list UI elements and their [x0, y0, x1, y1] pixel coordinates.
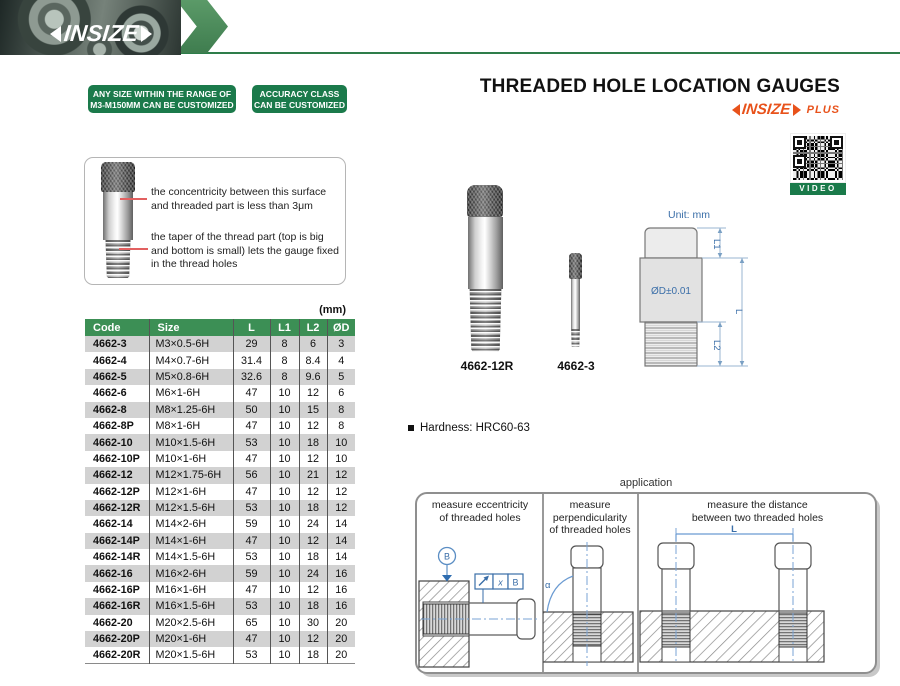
cell-code: 4662-14P [93, 534, 140, 547]
cell-l: 53 [233, 500, 270, 516]
cell-l: 53 [233, 549, 270, 565]
drawing-l2-label: L2 [711, 340, 722, 351]
table-row [85, 451, 355, 467]
cell-size: M12×1.5-6H [149, 500, 233, 516]
diagram-eccentricity [417, 524, 541, 670]
caption-line: measure [569, 499, 611, 511]
cell-d: 4 [327, 352, 355, 368]
product-3-cap [569, 253, 582, 279]
cell-l: 56 [233, 467, 270, 483]
cell-l: 47 [233, 631, 270, 647]
cell-size: M20×2.5-6H [149, 615, 233, 631]
cell-size: M14×2-6H [149, 516, 233, 532]
cell-l: 59 [233, 565, 270, 581]
product-12r-threads [469, 289, 502, 352]
product-12r-body [468, 217, 503, 289]
tolerance-value-label: x [498, 577, 503, 588]
caption-line: perpendicularity [552, 511, 628, 524]
cell-size: M3×0.5-6H [149, 336, 233, 352]
cell-size: M16×1-6H [149, 582, 233, 598]
badge-line: ANY SIZE WITHIN THE RANGE OF [92, 89, 232, 99]
cell-d: 16 [327, 582, 355, 598]
cell-l1: 10 [270, 615, 299, 631]
table-row [85, 598, 355, 614]
col-header-d: ØD [327, 319, 355, 336]
cell-l2: 24 [299, 565, 327, 581]
cell-d: 14 [327, 549, 355, 565]
cell-d: 5 [327, 369, 355, 385]
drawing-cap [645, 228, 697, 258]
cell-d: 8 [327, 418, 355, 434]
cell-l: 47 [233, 533, 270, 549]
insize-logo [50, 20, 152, 47]
cell-l2: 12 [299, 484, 327, 500]
plus-logo-text: INSIZE [741, 101, 792, 118]
cell-d: 8 [327, 402, 355, 418]
cell-code: 4662-14 [93, 518, 133, 531]
cell-l2: 12 [299, 533, 327, 549]
distance-label: L [731, 524, 737, 535]
caption-line: of threaded holes [549, 524, 631, 536]
drawing-diameter-label: ØD±0.01 [651, 286, 691, 297]
badge-line: CAN BE CUSTOMIZED [254, 99, 345, 110]
cell-l1: 10 [270, 434, 299, 450]
col-header-l2: L2 [299, 319, 327, 336]
drawing-l-label: L [733, 309, 744, 315]
table-header-row [85, 319, 355, 336]
angle-arc [547, 576, 573, 612]
cell-l1: 10 [270, 598, 299, 614]
badge-line: ACCURACY CLASS [259, 89, 340, 99]
cell-code: 4662-12R [93, 502, 141, 515]
cell-size: M10×1-6H [149, 451, 233, 467]
cell-size: M16×1.5-6H [149, 598, 233, 614]
distance-dimension [676, 534, 793, 541]
diagram-perpendicularity [543, 524, 636, 670]
annotation-note-taper [151, 231, 339, 272]
logo-arrow-left-icon [50, 26, 61, 42]
cell-size: M6×1-6H [149, 385, 233, 401]
cell-d: 12 [327, 484, 355, 500]
cell-l: 53 [233, 434, 270, 450]
product-label-3: 4662-3 [557, 359, 595, 373]
cell-code: 4662-10P [93, 452, 140, 465]
cell-l2: 18 [299, 647, 327, 663]
cell-l2: 12 [299, 451, 327, 467]
product-12r-cap [467, 185, 503, 217]
cell-code: 4662-3 [93, 338, 127, 351]
datum-label: B [443, 551, 451, 562]
cell-l: 47 [233, 385, 270, 401]
product-3-threads [571, 329, 580, 347]
table-row [85, 582, 355, 598]
cell-l1: 8 [270, 352, 299, 368]
plus-logo-arrow-left-icon [732, 104, 740, 116]
col-header-l: L [233, 319, 270, 336]
diagram-distance [638, 524, 876, 670]
table-row [85, 352, 355, 368]
technical-drawing [628, 222, 753, 372]
cell-l1: 10 [270, 533, 299, 549]
cell-d: 10 [327, 434, 355, 450]
cell-d: 3 [327, 336, 355, 352]
qr-pattern [790, 133, 846, 183]
product-3-body [571, 279, 580, 329]
table-row [85, 336, 355, 352]
cell-l2: 18 [299, 500, 327, 516]
caption-line: measure the distance [707, 499, 808, 511]
annotation-note-concentricity [151, 186, 326, 213]
note-line: the concentricity between this surface [151, 186, 327, 198]
spec-table [85, 319, 355, 664]
cell-l2: 12 [299, 582, 327, 598]
cell-l1: 10 [270, 451, 299, 467]
cell-code: 4662-10 [93, 436, 133, 449]
table-unit-note: (mm) [319, 304, 346, 316]
table-row [85, 565, 355, 581]
cell-l2: 12 [299, 385, 327, 401]
cell-d: 6 [327, 385, 355, 401]
qr-finder-icon [793, 155, 806, 168]
drawing-unit-note: Unit: mm [668, 209, 710, 221]
cell-l1: 10 [270, 549, 299, 565]
cell-code: 4662-20R [93, 649, 141, 662]
cell-size: M12×1-6H [149, 484, 233, 500]
col-header-code: Code [85, 319, 149, 336]
cell-l1: 10 [270, 402, 299, 418]
caption-line: of threaded holes [439, 511, 521, 524]
cell-d: 20 [327, 615, 355, 631]
table-row [85, 615, 355, 631]
plus-logo-suffix: PLUS [806, 103, 840, 116]
cell-l1: 10 [270, 647, 299, 663]
qr-finder-icon [830, 136, 843, 149]
table-row [85, 418, 355, 434]
cell-size: M10×1.5-6H [149, 434, 233, 450]
cell-l1: 10 [270, 385, 299, 401]
cell-l2: 15 [299, 402, 327, 418]
cell-code: 4662-20 [93, 616, 133, 629]
cell-code: 4662-8P [93, 420, 134, 433]
cell-size: M14×1.5-6H [149, 549, 233, 565]
cell-code: 4662-5 [93, 370, 127, 383]
insize-plus-logo [450, 101, 840, 118]
cell-code: 4662-12 [93, 469, 133, 482]
table-row [85, 516, 355, 532]
cell-size: M20×1-6H [149, 631, 233, 647]
cell-l2: 21 [299, 467, 327, 483]
cell-d: 12 [327, 500, 355, 516]
cell-l: 53 [233, 598, 270, 614]
cell-l: 65 [233, 615, 270, 631]
cell-l: 31.4 [233, 352, 270, 368]
cell-l2: 18 [299, 434, 327, 450]
cell-d: 12 [327, 467, 355, 483]
col-header-l1: L1 [270, 319, 299, 336]
product-label-12r: 4662-12R [460, 359, 514, 373]
qr-video-label: VIDEO [790, 183, 846, 195]
tolerance-frame [475, 574, 523, 603]
annotation-gauge-cap [101, 162, 135, 192]
cell-l1: 8 [270, 369, 299, 385]
col-header-size: Size [149, 319, 233, 336]
cell-code: 4662-16 [93, 567, 133, 580]
caption-line: between two threaded holes [691, 511, 824, 524]
note-line: and bottom is small) lets the gauge fixed [151, 244, 339, 257]
qr-finder-icon [793, 136, 806, 149]
cell-size: M4×0.7-6H [149, 352, 233, 368]
cell-code: 4662-6 [93, 387, 127, 400]
cell-l2: 18 [299, 598, 327, 614]
cell-l2: 12 [299, 418, 327, 434]
badge-custom-size [88, 85, 236, 113]
cell-d: 10 [327, 451, 355, 467]
cell-code: 4662-16R [93, 600, 141, 613]
cell-d: 16 [327, 598, 355, 614]
note-line: in the thread holes [151, 258, 238, 270]
plus-logo-arrow-right-icon [793, 104, 801, 116]
table-row [85, 434, 355, 450]
cell-l1: 10 [270, 467, 299, 483]
cell-l1: 10 [270, 582, 299, 598]
cell-size: M5×0.8-6H [149, 369, 233, 385]
hardness-text: Hardness: HRC60-63 [420, 422, 530, 434]
cell-size: M12×1.75-6H [149, 467, 233, 483]
cell-l2: 18 [299, 549, 327, 565]
cell-code: 4662-8 [93, 403, 127, 416]
table-row [85, 484, 355, 500]
cell-d: 20 [327, 647, 355, 663]
drawing-l1-label: L1 [711, 239, 722, 250]
spec-table-head [85, 319, 355, 336]
cell-l: 32.6 [233, 369, 270, 385]
cell-d: 20 [327, 631, 355, 647]
badge-accuracy-class [252, 85, 347, 113]
cell-l: 47 [233, 418, 270, 434]
caption-line: measure eccentricity [431, 499, 529, 511]
cell-code: 4662-12P [93, 485, 140, 498]
cell-size: M8×1-6H [149, 418, 233, 434]
note-line: the taper of the thread part (top is big [151, 231, 324, 243]
cell-code: 4662-14R [93, 551, 141, 564]
cell-code: 4662-16P [93, 584, 140, 597]
cell-l: 29 [233, 336, 270, 352]
logo-text: INSIZE [62, 20, 140, 46]
annotation-leader-line [119, 248, 148, 250]
cell-l1: 10 [270, 516, 299, 532]
table-row [85, 500, 355, 516]
cell-l1: 10 [270, 631, 299, 647]
cell-l2: 12 [299, 631, 327, 647]
tolerance-datum-label: B [512, 577, 519, 588]
cell-code: 4662-4 [93, 354, 127, 367]
cell-l: 53 [233, 647, 270, 663]
note-line: and threaded part is less than 3μm [151, 199, 313, 212]
spec-table-body [85, 336, 355, 664]
table-row [85, 647, 355, 663]
cell-l1: 10 [270, 565, 299, 581]
page-title: THREADED HOLE LOCATION GAUGES [479, 76, 840, 97]
panel-caption-eccentricity [420, 499, 540, 524]
cell-l2: 30 [299, 615, 327, 631]
panel-caption-distance [640, 499, 875, 524]
hardness-note [408, 422, 530, 434]
cell-d: 14 [327, 516, 355, 532]
cell-l2: 9.6 [299, 369, 327, 385]
header-machinery-photo [0, 0, 181, 55]
cell-size: M14×1-6H [149, 533, 233, 549]
table-row [85, 402, 355, 418]
application-section-title: application [619, 477, 673, 489]
logo-arrow-right-icon [141, 26, 152, 42]
cell-d: 14 [327, 533, 355, 549]
cell-code: 4662-20P [93, 633, 140, 646]
table-row [85, 369, 355, 385]
cell-size: M20×1.5-6H [149, 647, 233, 663]
cell-l2: 8.4 [299, 352, 327, 368]
angle-label: α [545, 580, 551, 591]
cell-size: M8×1.25-6H [149, 402, 233, 418]
drawing-threads [645, 322, 697, 366]
cell-l2: 24 [299, 516, 327, 532]
annotation-leader-line [120, 198, 147, 200]
cell-l1: 10 [270, 500, 299, 516]
table-row [85, 467, 355, 483]
badge-line: M3-M150MM CAN BE CUSTOMIZED [90, 99, 234, 110]
cell-l: 47 [233, 582, 270, 598]
cell-l1: 8 [270, 336, 299, 352]
cell-l1: 10 [270, 484, 299, 500]
annotation-gauge-threads [105, 240, 131, 278]
table-row [85, 631, 355, 647]
cell-l: 47 [233, 451, 270, 467]
cell-l: 50 [233, 402, 270, 418]
square-bullet-icon [408, 425, 414, 431]
cell-l: 47 [233, 484, 270, 500]
cell-d: 16 [327, 565, 355, 581]
cell-size: M16×2-6H [149, 565, 233, 581]
table-row [85, 549, 355, 565]
cell-l: 59 [233, 516, 270, 532]
cell-l1: 10 [270, 418, 299, 434]
qr-code[interactable] [790, 133, 846, 195]
cell-l2: 6 [299, 336, 327, 352]
table-row [85, 385, 355, 401]
header-chevron-shape [176, 0, 228, 53]
table-row [85, 533, 355, 549]
